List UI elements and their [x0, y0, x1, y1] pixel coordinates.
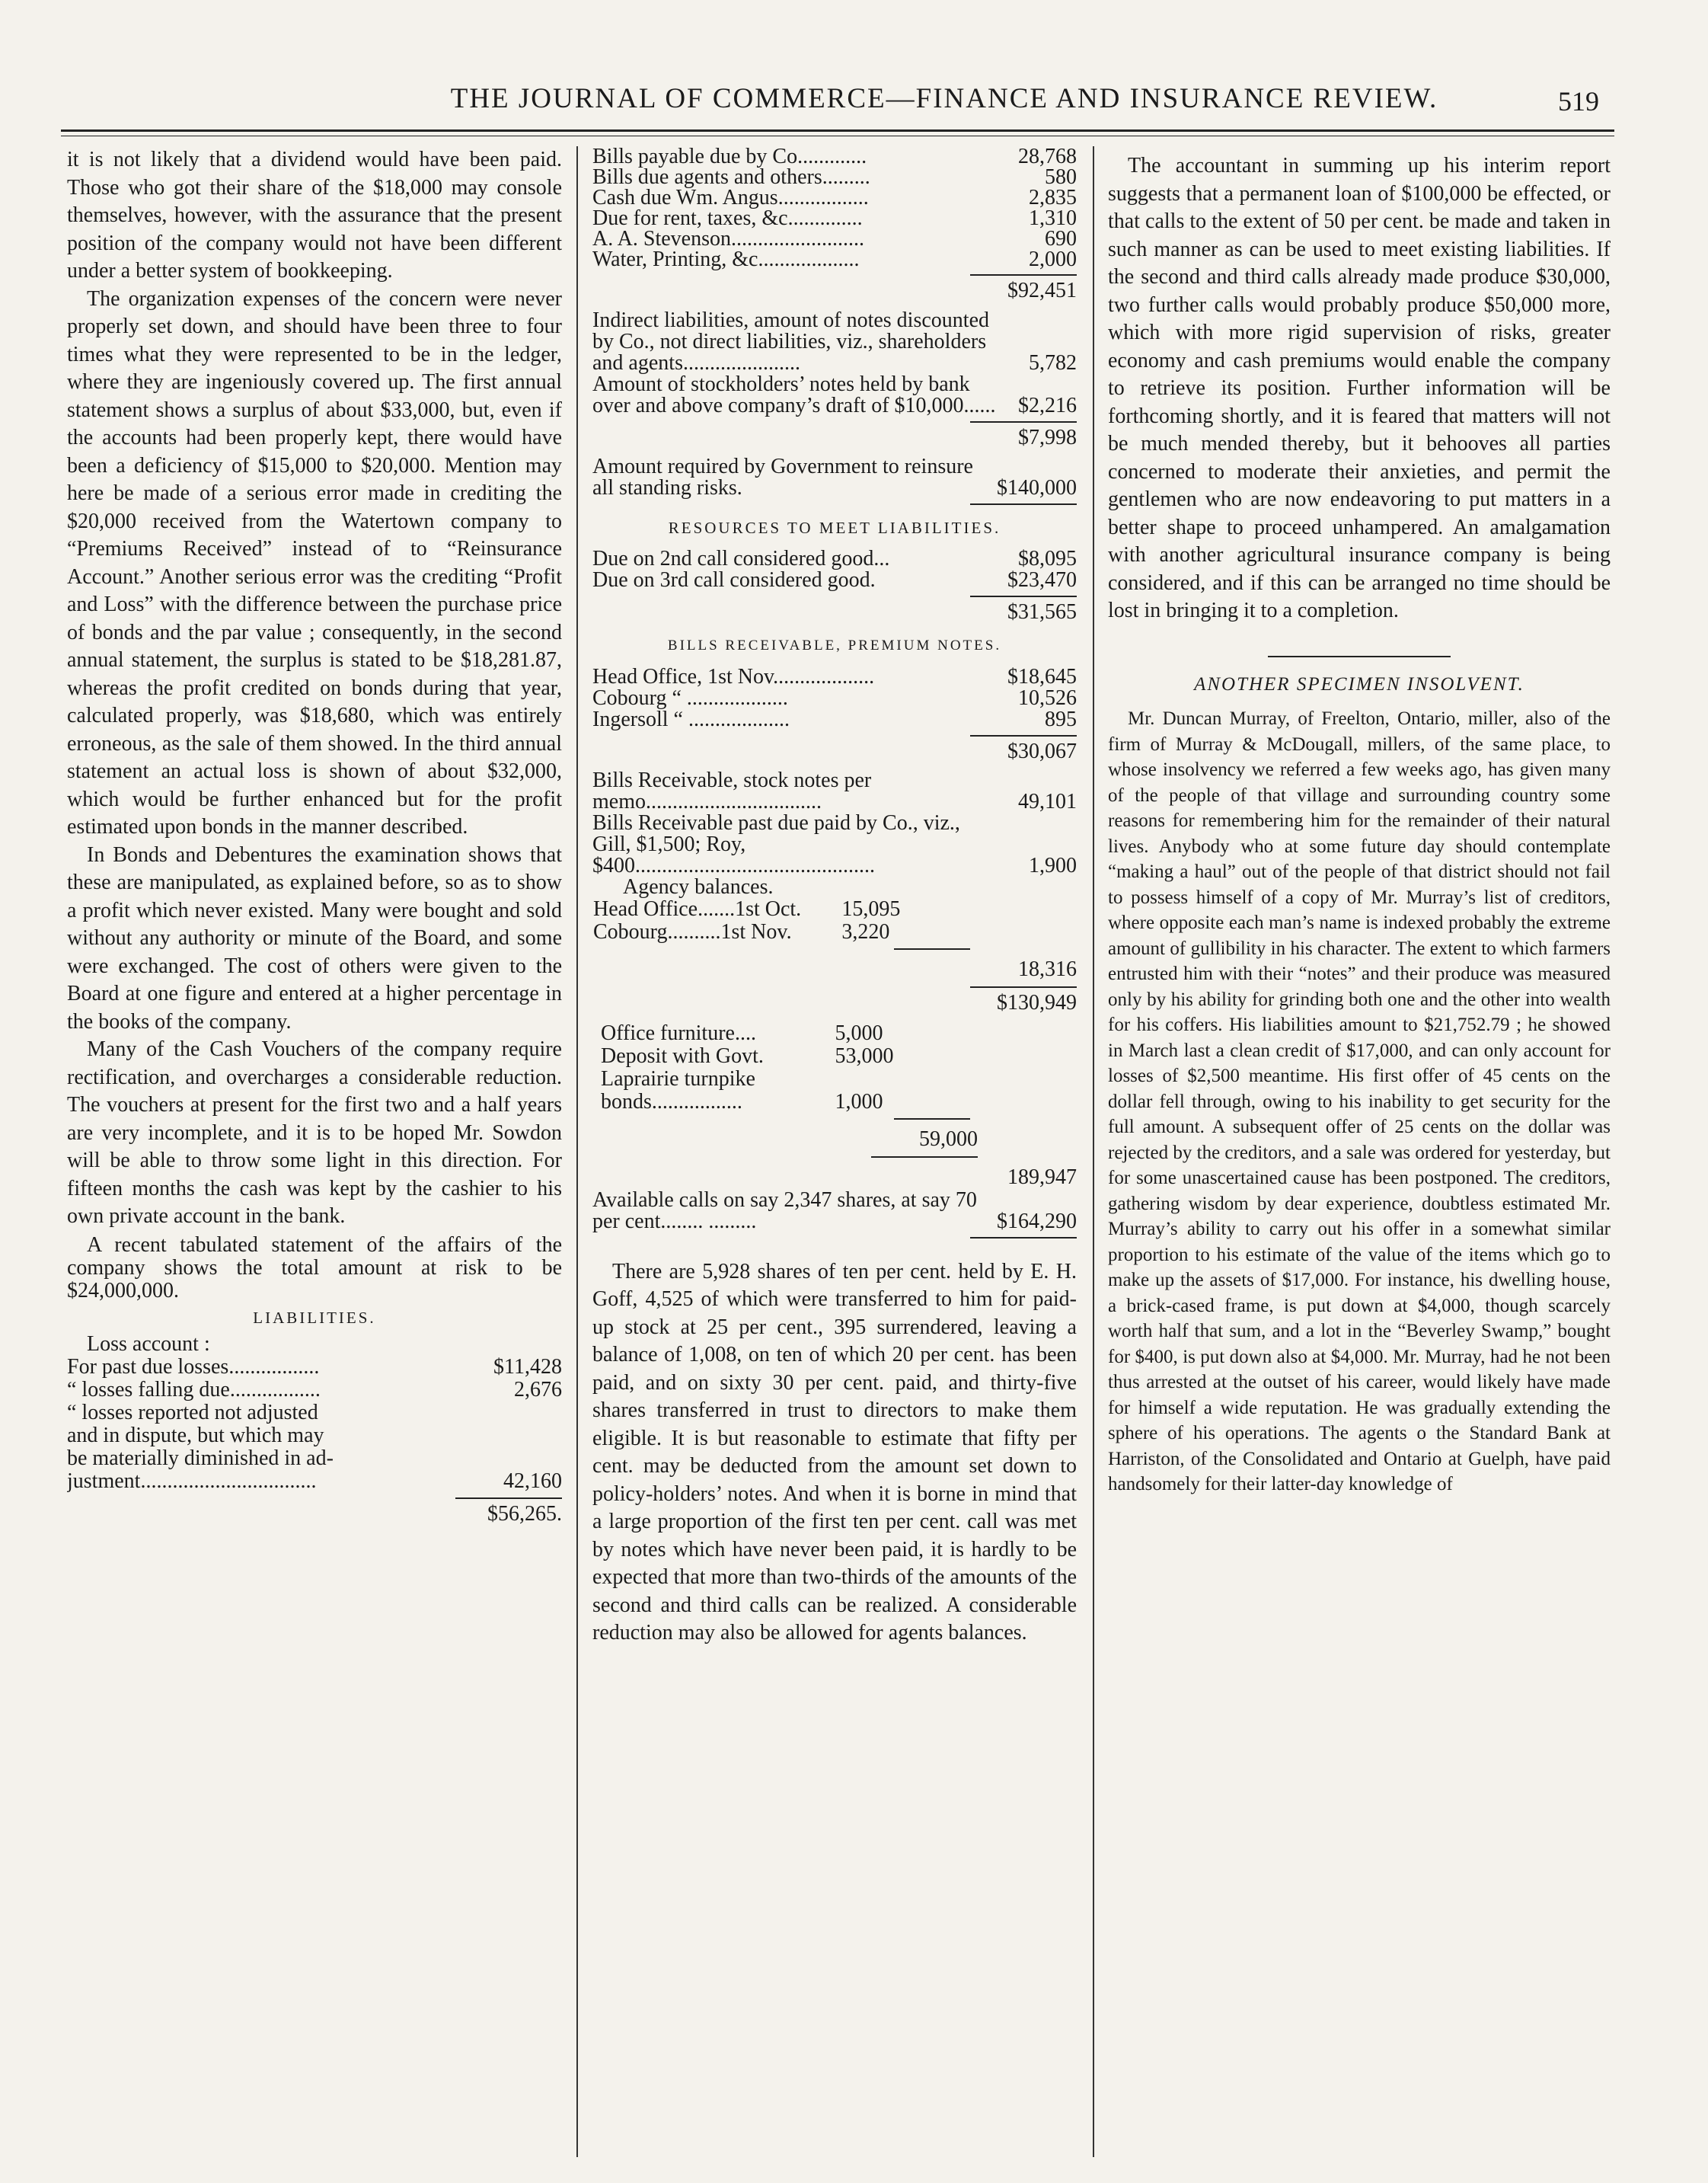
asset-label: bonds................. — [601, 1089, 742, 1114]
liability-amount — [461, 1447, 562, 1470]
liability-label: be materially diminished in ad- — [67, 1446, 334, 1470]
government-requirement — [592, 456, 1077, 499]
resources-heading: RESOURCES TO MEET LIABILITIES. — [668, 519, 1001, 537]
liabilities-table — [67, 1356, 562, 1493]
liability-row — [67, 1379, 562, 1402]
government-amount: $140,000 — [997, 476, 1077, 500]
header-rule — [61, 129, 1614, 132]
asset-amount: 5,000 — [835, 1021, 883, 1045]
asset-amount: 53,000 — [835, 1044, 894, 1068]
bills-receivable-table — [592, 770, 1077, 877]
liabilities-continued-table — [592, 146, 1077, 270]
liability-label: “ losses reported not adjusted — [67, 1401, 318, 1424]
liability-item-amount: 28,768 — [1018, 146, 1077, 168]
liability-row — [67, 1447, 562, 1470]
subtotal-a: $92,451 — [970, 274, 1077, 305]
liability-amount: 2,676 — [514, 1378, 562, 1402]
subtotal-d: $30,067 — [970, 735, 1077, 766]
liability-amount — [461, 1424, 562, 1447]
section-divider — [1268, 656, 1451, 657]
agency-amount: 15,095 — [841, 897, 901, 921]
bills-past-due-label: Bills Receivable past due paid by Co., viz., Gill, $1,500; Roy, $400............................................. — [592, 811, 960, 877]
asset-label: Office furniture.... — [601, 1021, 756, 1045]
liability-item-label: A. A. Stevenson......................... — [592, 227, 864, 251]
liability-amount: $11,428 — [493, 1355, 562, 1379]
liability-row — [67, 1470, 562, 1493]
bill-label: Ingersoll “ ................... — [592, 707, 790, 731]
liability-item-amount: 2,000 — [1029, 248, 1077, 271]
resource-amount: $8,095 — [1018, 546, 1077, 571]
resources-table — [592, 548, 1077, 591]
asset-label: Deposit with Govt. — [601, 1044, 764, 1068]
bill-amount: 895 — [1045, 707, 1077, 731]
subtotal-e: 18,316 — [1018, 957, 1077, 981]
bill-row — [592, 688, 1077, 709]
liabilities-total: $56,265. — [455, 1497, 562, 1529]
available-calls — [592, 1187, 1077, 1233]
liability-label: For past due losses................. — [67, 1355, 320, 1379]
resource-amount: $23,470 — [1007, 567, 1077, 592]
subtotal-g-rule — [871, 1156, 978, 1161]
agency-label: Agency balances. — [623, 875, 774, 899]
resource-label: Due on 2nd call considered good... — [592, 546, 890, 571]
assets-table — [600, 1022, 920, 1114]
bills-table — [592, 666, 1077, 730]
agency-label: Head Office.......1st Oct. — [593, 897, 802, 921]
government-rule — [970, 503, 1077, 508]
bills-past-due-amount: 1,900 — [1029, 854, 1077, 877]
page-header-title: THE JOURNAL OF COMMERCE—FINANCE AND INSURANCE REVIEW. — [450, 83, 1438, 114]
agency-table — [592, 898, 912, 944]
liability-item-row — [592, 208, 1077, 229]
col2-paragraph-1: There are 5,928 shares of ten per cent. held by E. H. Goff, 4,525 of which were transferred to him for paid-up stock at 25 per cent., 395 surrendered, leaving a balance of 1,008, on ten of which 20 per cent. has been paid, and on sixty 30 per cent. paid, and thirty-five shares transferred in trust to directors to make them eligible. It is but reasonable to estimate that fifty per cent. may be deducted from the amount set down to policy-holders’ notes. And when it is borne in mind that a large proportion of the first ten per cent. call was met by notes which have never been paid, it is hardly to be expected that more than two-thirds of the amounts of the second and third calls can be realized. A considerable reduction may also be allowed for agents balances. — [592, 1259, 1077, 1644]
liability-item-label: Due for rent, taxes, &c.............. — [592, 206, 863, 230]
asset-amount: 1,000 — [835, 1089, 883, 1114]
col1-paragraph-1: it is not likely that a dividend would have been paid. Those who got their share of the $18,000 may console themselves, however, with the assurance that the present position of the company would not have been different under a better system of bookkeeping. — [67, 148, 562, 283]
bill-label: Head Office, 1st Nov................... — [592, 664, 875, 689]
col3-paragraph-2: Mr. Duncan Murray, of Freelton, Ontario, miller, also of the firm of Murray & McDougall, millers, of the same place, to whose insolvency we referred a few weeks ago, has given many of the people of that village and surrounding country some reasons for remembering him for the remainder of their natural lives. Anybody who at some future day should contemplate “making a haul” out of the people of that district should not fail to possess himself of a copy of Mr. Murray’s list of creditors, where opposite each man’s name is indexed probably the extreme amount of gullibility in his character. The extent to which farmers entrusted him with their “notes” and their produce was measured only by his ability for grinding both one and the other into wealth for his coffers. His liabilities amount to $21,752.79 ; he showed in March last a clean credit of $17,000, and can only account for losses of $2,500 meantime. His first offer of 45 cents on the dollar fell through, owing to his inability to get security for the full amount. A subsequent offer of 25 cents on the dollar was rejected by the creditors, and a sale was ordered for yesterday, but for some unascertained cause has been postponed. The creditors, gathering wisdom by dear experience, doubtless estimated Mr. Murray’s ability to carry out his offer in a somewhat similar proportion to his estimate of the value of the items which go to make up the assets of $17,000. For instance, his dwelling house, a brick-cased frame, is put down at $4,000, though scarcely worth half that sum, and a lot in the “Beverley Swamp,” bought for $400, is put down also at $4,000. Mr. Murray, had he not been thus arrested at the outset of his career, would likely have made for himself a wide reputation. He was gradually extending the sphere of his operations. The agents o the Standard Bank at Harriston, of the Consolidated and Ontario at Guelph, have paid handsomely for their latter-day knowledge of — [1108, 708, 1611, 1494]
col1-paragraph-3: In Bonds and Debentures the examination shows that these are manipulated, as explained before, so as to show a profit which never existed. Many were bought and sold without any authority or minute of the Board, and some were exchanged. The cost of others were given to the Board at one figure and entered at a higher percentage in the books of the company. — [67, 842, 562, 1034]
subtotal-g: 59,000 — [919, 1127, 978, 1151]
bills-heading: BILLS RECEIVABLE, PREMIUM NOTES. — [667, 638, 1002, 654]
agency-label: Cobourg..........1st Nov. — [593, 920, 792, 944]
subtotal-f: $130,949 — [970, 986, 1077, 1018]
liability-item-amount: 580 — [1045, 165, 1077, 189]
liability-item-label: Water, Printing, &c................... — [592, 248, 860, 271]
liabilities-heading: LIABILITIES. — [253, 1308, 376, 1327]
available-rule — [970, 1237, 1077, 1242]
liability-label: “ losses falling due................. — [67, 1378, 321, 1402]
assets-rule — [894, 1118, 970, 1123]
asset-row — [600, 1022, 920, 1045]
liability-item-amount: 690 — [1045, 227, 1077, 251]
bill-label: Cobourg “ ................... — [592, 686, 788, 710]
asset-amount — [834, 1068, 920, 1091]
bill-row — [592, 666, 1077, 688]
government-label: Amount required by Government to reinsure all standing risks. — [592, 455, 973, 500]
column-rule-1 — [576, 146, 578, 2157]
column-3 — [1108, 146, 1611, 2157]
agency-row — [592, 921, 912, 944]
stockholders-notes-label: Amount of stockholders’ notes held by bank over and above company’s draft of $10,000...... — [592, 372, 996, 417]
subtotal-b: $7,998 — [970, 421, 1077, 452]
asset-row — [600, 1045, 920, 1068]
liability-row — [67, 1424, 562, 1447]
resource-row — [592, 548, 1077, 570]
agency-amount: 3,220 — [841, 920, 890, 944]
column-1 — [67, 146, 562, 2157]
subtotal-c: $31,565 — [970, 596, 1077, 627]
indirect-liabilities-label: Indirect liabilities, amount of notes discounted by Co., not direct liabilities, viz., shareholders and agents...................... — [592, 308, 989, 375]
col1-paragraph-4: Many of the Cash Vouchers of the company require rectification, and overcharges a considerable reduction. The vouchers at present for the first two and a half years are very incomplete, and it is to be hoped Mr. Sowdon will be able to throw some light in this direction. For fifteen months the cash was kept by the cashier to his own private account in the bank. — [67, 1037, 562, 1228]
asset-row — [600, 1068, 920, 1091]
liability-label: justment................................. — [67, 1469, 317, 1493]
bill-row — [592, 709, 1077, 730]
indirect-liabilities — [592, 310, 1077, 417]
liability-item-amount: 1,310 — [1029, 206, 1077, 230]
resource-row — [592, 570, 1077, 591]
liability-amount: 42,160 — [503, 1469, 562, 1493]
liability-amount — [461, 1402, 562, 1424]
col1-paragraph-2: The organization expenses of the concern were never properly set down, and should have been three to four times what they were represented to be in the ledger, where they are ingeniously covered up. The first annual statement shows a surplus of about $33,000, but, even if the accounts had been properly kept, there would have been a deficiency of $15,000 to $20,000. Mention may here be made of a serious error made in crediting the $20,000 received from the Watertown company to “Premiums Received” instead of to “Reinsurance Account.” Another serious error was the crediting “Profit and Loss” with the difference between the purchase price of bonds and the par value ; consequently, in the second annual statement, the surplus is stated to be $18,281.87, whereas the profit credited on bonds during that year, calculated properly, was $18,680, which was entirely erroneous, as the sale of them showed. In the third annual statement an actual loss is shown of about $32,000, which would be further enhanced but for the profit estimated upon bonds in the manner described. — [67, 286, 562, 839]
asset-label: Laprairie turnpike — [601, 1066, 755, 1091]
agency-row — [592, 898, 912, 921]
page-number: 519 — [1558, 86, 1599, 117]
liability-item-row — [592, 249, 1077, 270]
liability-item-label: Bills payable due by Co............. — [592, 146, 867, 168]
col1-paragraph-5: A recent tabulated statement of the affairs of the company shows the total amount at risk to be $24,000,000. — [67, 1232, 562, 1302]
subtotal-h: 189,947 — [1007, 1165, 1077, 1189]
liability-row — [67, 1402, 562, 1424]
liability-item-row — [592, 167, 1077, 187]
liability-item-label: Cash due Wm. Angus................. — [592, 186, 869, 209]
col3-paragraph-1: The accountant in summing up his interim report suggests that a permanent loan of $100,000 be effected, or that calls to the extent of 50 per cent. be made and taken in such manner as can be used to meet existing liabilities. If the second and third calls already made produce $30,000, two further calls would probably produce $50,000 more, which with more rigid supervision of risks, greater economy and cash premiums would enable the company to retrieve its position. Further information will be forthcoming shortly, and it is feared that matters will not be much mended thereby, but it behooves all parties concerned to moderate their anxieties, and permit the gentlemen who are now endeavoring to put matters in a better shape to proceed unhampered. An amalgamation with another agricultural insurance company is being considered, and if this can be arranged no time should be lost in bringing it to a completion. — [1108, 154, 1611, 622]
available-calls-label: Available calls on say 2,347 shares, at say 70 per cent........ ......... — [592, 1187, 977, 1233]
available-calls-amount: $164,290 — [997, 1209, 1077, 1233]
liability-row — [67, 1356, 562, 1379]
bills-receivable-label: Bills Receivable, stock notes per memo................................. — [592, 769, 872, 813]
column-2 — [592, 146, 1077, 2157]
liability-item-row — [592, 187, 1077, 208]
bill-amount: $18,645 — [1007, 664, 1077, 689]
asset-row — [600, 1091, 920, 1114]
agency-rule — [894, 948, 970, 953]
column-rule-2 — [1093, 146, 1094, 2157]
bill-amount: 10,526 — [1018, 686, 1077, 710]
liability-label: and in dispute, but which may — [67, 1424, 324, 1447]
stockholders-notes-amount: $2,216 — [1018, 393, 1077, 417]
loss-account-label: Loss account : — [87, 1332, 210, 1356]
liability-item-label: Bills due agents and others......... — [592, 165, 870, 189]
indirect-liabilities-amount: 5,782 — [1029, 350, 1077, 375]
liability-item-row — [592, 229, 1077, 249]
liability-item-amount: 2,835 — [1029, 186, 1077, 209]
section-title: ANOTHER SPECIMEN INSOLVENT. — [1194, 673, 1524, 695]
resource-label: Due on 3rd call considered good. — [592, 567, 876, 592]
bills-receivable-amount: 49,101 — [1018, 790, 1077, 813]
liability-item-row — [592, 146, 1077, 167]
